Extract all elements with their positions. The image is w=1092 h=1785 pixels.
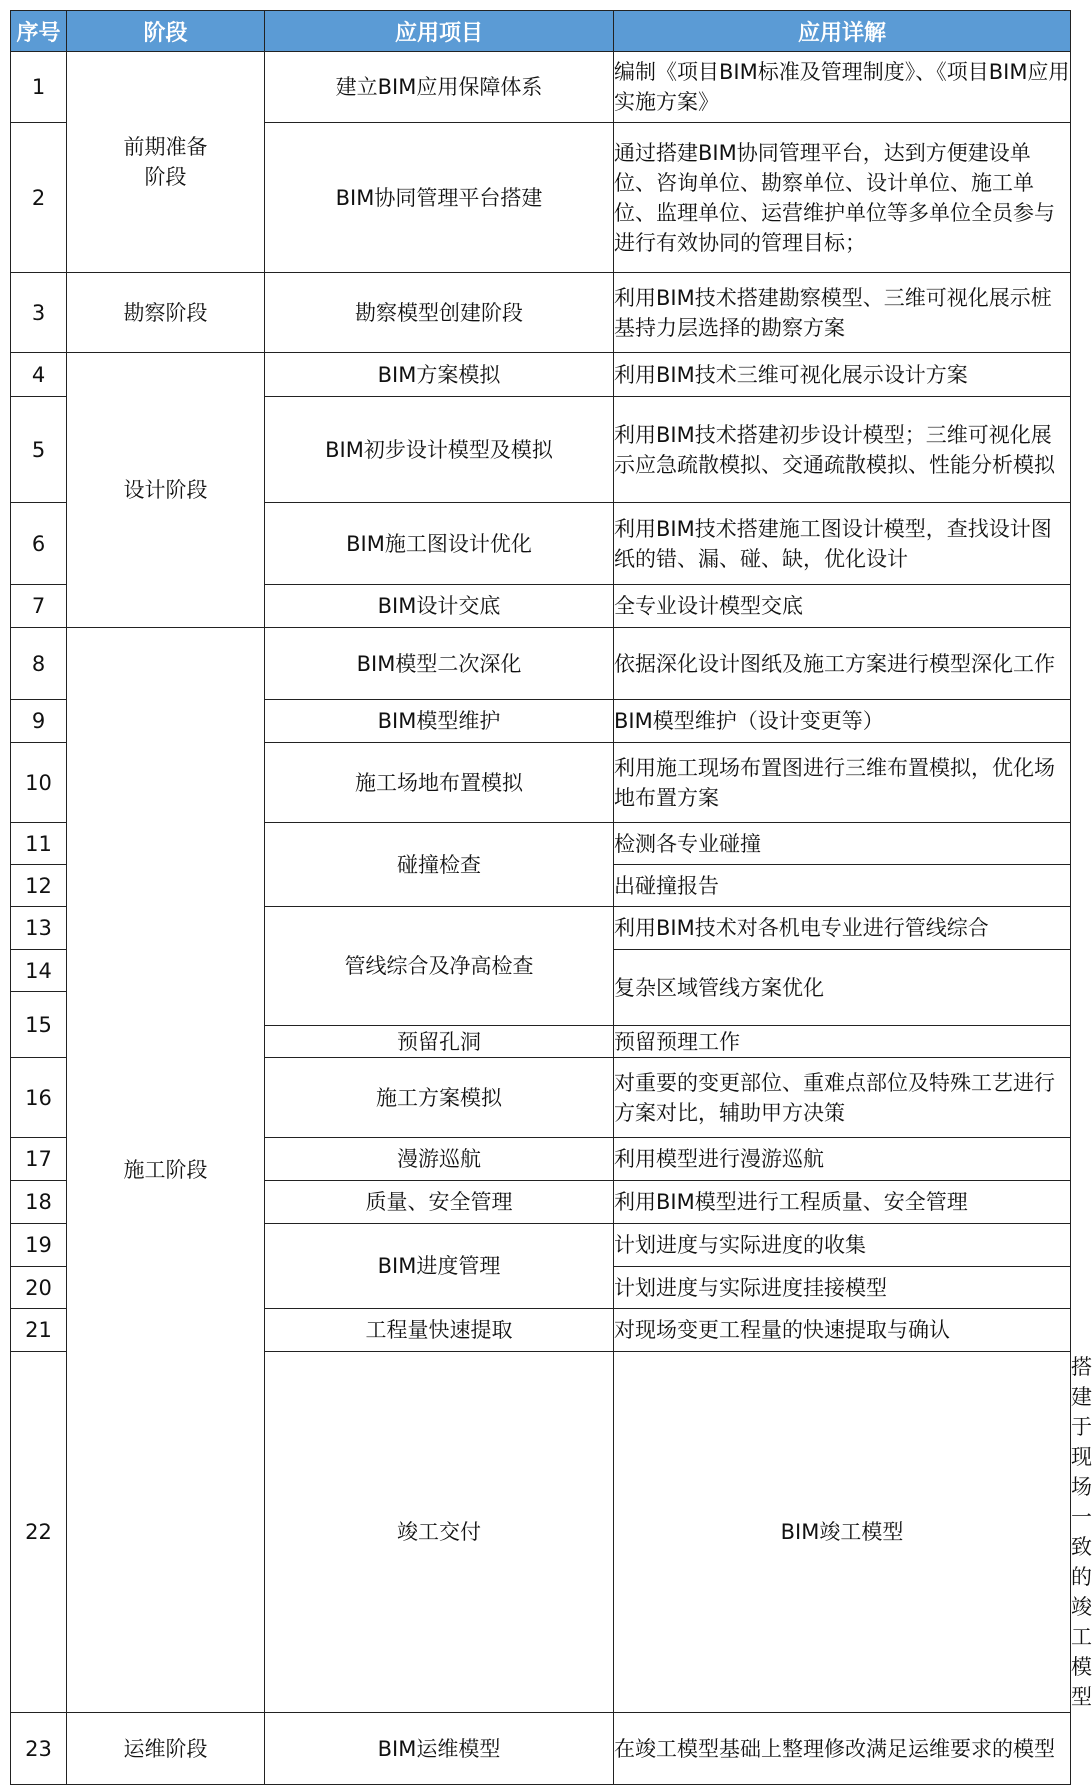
item-cell: 漫游巡航 [265,1138,614,1181]
stage-label: 前期准备 阶段 [123,135,208,189]
row-number: 5 [11,397,67,503]
detail-cell: 出碰撞报告 [614,865,1071,907]
row-number: 19 [11,1224,67,1267]
detail-cell: 利用施工现场布置图进行三维布置模拟，优化场地布置方案 [614,743,1071,823]
row-number: 15 [11,992,67,1058]
stage-cell: 勘察阶段 [67,273,265,353]
detail-cell: 检测各专业碰撞 [614,823,1071,865]
stage-cell: 设计阶段 [67,353,265,628]
row-number: 20 [11,1267,67,1309]
row-number: 17 [11,1138,67,1181]
row-number: 3 [11,273,67,353]
item-cell: 质量、安全管理 [265,1181,614,1224]
table-row [11,353,1071,397]
item-cell: 施工方案模拟 [265,1058,614,1138]
item-cell: 勘察模型创建阶段 [265,273,614,353]
item-cell: BIM初步设计模型及模拟 [265,397,614,503]
item-cell: 施工场地布置模拟 [265,743,614,823]
item-cell: 管线综合及净高检查 [265,907,614,1026]
item-cell: BIM运维模型 [265,1713,614,1785]
row-number: 4 [11,353,67,397]
detail-cell: 编制《项目BIM标准及管理制度》、《项目BIM应用实施方案》 [614,52,1071,123]
header-no: 序号 [11,11,67,52]
detail-cell: 对重要的变更部位、重难点部位及特殊工艺进行方案对比，辅助甲方决策 [614,1058,1071,1138]
header-row [11,11,1071,52]
item-cell: BIM竣工模型 [614,1352,1071,1713]
detail-cell: 利用BIM技术搭建初步设计模型；三维可视化展示应急疏散模拟、交通疏散模拟、性能分析模拟 [614,397,1071,503]
row-number: 23 [11,1713,67,1785]
stage-cell: 运维阶段 [67,1713,265,1785]
row-number: 2 [11,123,67,273]
row-number: 6 [11,503,67,585]
stage-cell: 竣工交付 [265,1352,614,1713]
detail-cell: 复杂区域管线方案优化 [614,950,1071,1026]
detail-cell: 利用模型进行漫游巡航 [614,1138,1071,1181]
detail-cell: 依据深化设计图纸及施工方案进行模型深化工作 [614,628,1071,700]
detail-cell: 预留预理工作 [614,1026,1071,1058]
table-row [11,273,1071,353]
row-number: 9 [11,700,67,743]
table-row [11,628,1071,700]
table-row: 22 竣工交付 BIM竣工模型 搭建于现场一致的竣工模型 [11,1352,1071,1713]
item-cell: 碰撞检查 [265,823,614,907]
detail-cell: 通过搭建BIM协同管理平台，达到方便建设单位、咨询单位、勘察单位、设计单位、施工单位、监理单位、运营维护单位等多单位全员参与进行有效协同的管理目标； [614,123,1071,273]
row-number: 18 [11,1181,67,1224]
row-number: 7 [11,585,67,628]
header-item: 应用项目 [265,11,614,52]
detail-cell: 利用BIM技术对各机电专业进行管线综合 [614,907,1071,950]
table-row [11,52,1071,123]
detail-cell: 计划进度与实际进度的收集 [614,1224,1071,1267]
stage-cell: 施工阶段 [67,628,265,1713]
row-number: 10 [11,743,67,823]
row-number: 8 [11,628,67,700]
table-row [11,1713,1071,1785]
row-number: 22 [11,1352,67,1713]
item-cell: BIM方案模拟 [265,353,614,397]
item-cell: BIM施工图设计优化 [265,503,614,585]
item-cell: 预留孔洞 [265,1026,614,1058]
detail-cell: 计划进度与实际进度挂接模型 [614,1267,1071,1309]
item-cell: BIM模型维护 [265,700,614,743]
detail-cell: 利用BIM技术搭建勘察模型、三维可视化展示桩基持力层选择的勘察方案 [614,273,1071,353]
detail-cell: 利用BIM模型进行工程质量、安全管理 [614,1181,1071,1224]
row-number: 13 [11,907,67,950]
detail-cell: BIM模型维护（设计变更等） [614,700,1071,743]
row-number: 21 [11,1309,67,1352]
item-cell: 工程量快速提取 [265,1309,614,1352]
detail-cell: 利用BIM技术三维可视化展示设计方案 [614,353,1071,397]
detail-cell: 全专业设计模型交底 [614,585,1071,628]
row-number: 1 [11,52,67,123]
item-cell: BIM协同管理平台搭建 [265,123,614,273]
item-cell: 建立BIM应用保障体系 [265,52,614,123]
item-cell: BIM模型二次深化 [265,628,614,700]
detail-cell: 在竣工模型基础上整理修改满足运维要求的模型 [614,1713,1071,1785]
detail-cell: 对现场变更工程量的快速提取与确认 [614,1309,1071,1352]
row-number: 16 [11,1058,67,1138]
stage-cell [67,52,265,273]
detail-cell: 利用BIM技术搭建施工图设计模型，查找设计图纸的错、漏、碰、缺，优化设计 [614,503,1071,585]
header-stage: 阶段 [67,11,265,52]
item-cell: BIM设计交底 [265,585,614,628]
row-number: 12 [11,865,67,907]
bim-application-table [10,10,1092,1785]
item-cell: BIM进度管理 [265,1224,614,1309]
header-detail: 应用详解 [614,11,1071,52]
row-number: 14 [11,950,67,992]
row-number: 11 [11,823,67,865]
